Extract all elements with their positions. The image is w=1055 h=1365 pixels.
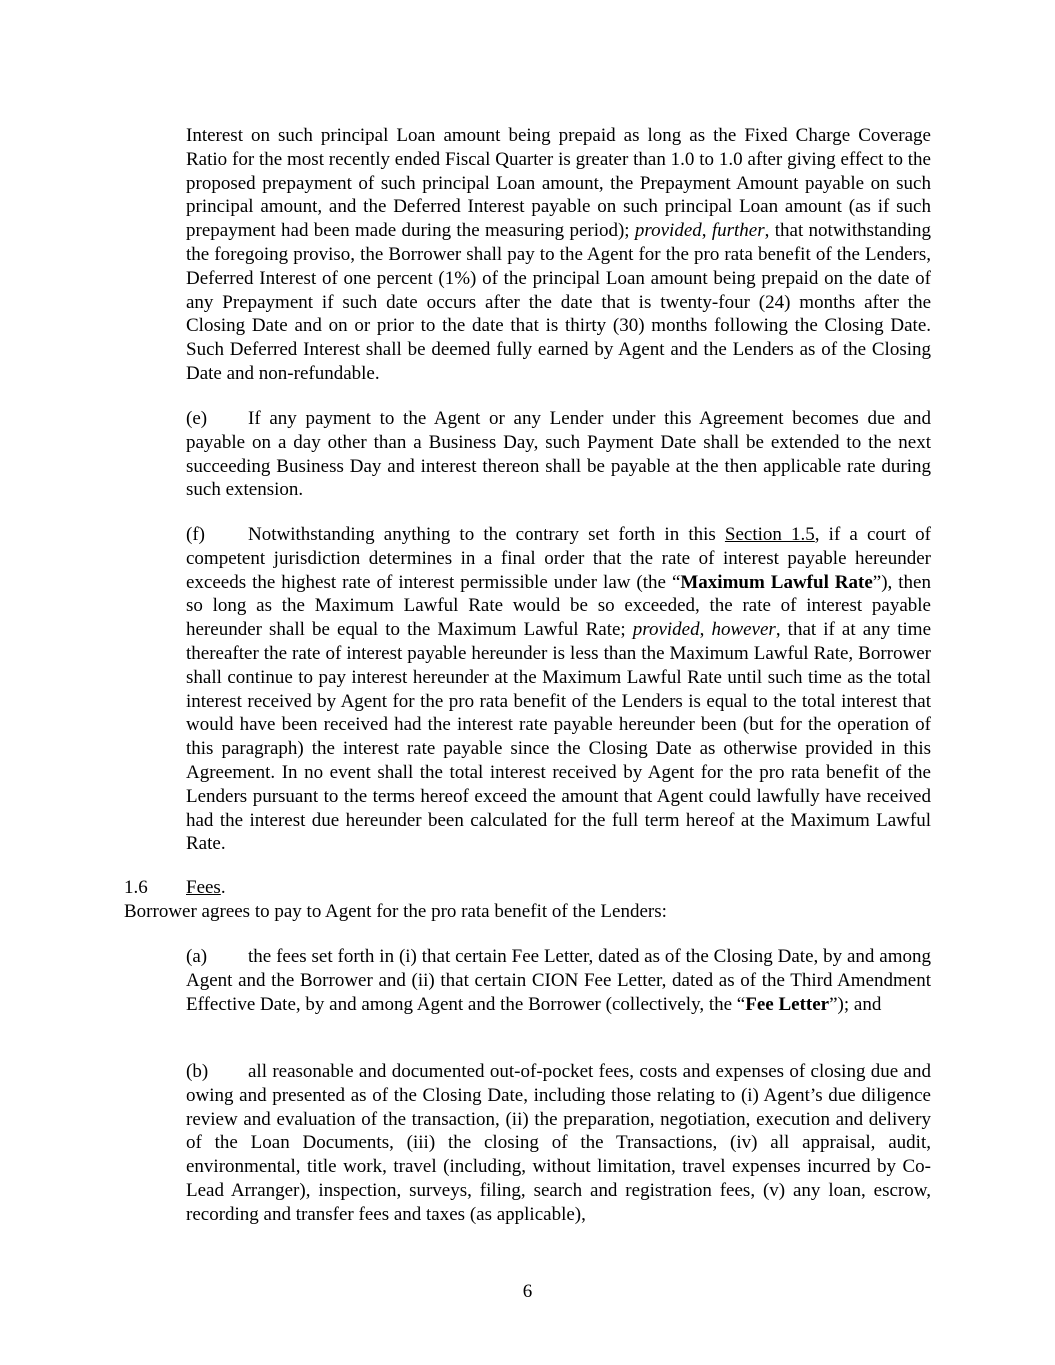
section-intro: Borrower agrees to pay to Agent for the pro rata benefit of the Lenders: xyxy=(124,901,667,922)
section-reference-link: Section 1.5 xyxy=(724,524,815,545)
text-segment: Fee Letter xyxy=(745,993,830,1015)
page-number: 6 xyxy=(522,1281,533,1302)
paragraph-e xyxy=(186,407,931,502)
text-segment: , xyxy=(699,619,712,641)
paragraph-label: (f) xyxy=(186,524,205,545)
section-title-suffix: . xyxy=(220,877,226,898)
text-segment: , that if at any time thereafter the rate of interest payable hereunder is less than the Maximum Lawful Rate, Borrower shall continue to pay interest hereunder at the Maximum Lawful Rate until such time as the total interest received by Agent for the pro rata benefit of the Lenders is equal to the total interest that would have been received had the interest rate payable hereunder been (but for the operation of this paragraph) the interest rate payable since the Closing Date as otherwise provided in this Agreement. In no event shall the total interest received by Agent for the pro rata benefit of the Lenders pursuant to the terms hereof exceed the amount that Agent could lawfully have received had the interest due hereunder been calculated for the full term hereof at the Maximum Lawful Rate. xyxy=(186,619,931,855)
paragraph-label: (e) xyxy=(186,408,208,429)
text-segment: , if a court of competent jurisdiction determines in a final order that the rate of interest payable hereunder exceeds the highest rate of interest permissible under law (the “ xyxy=(186,524,931,593)
paragraph-continuation xyxy=(186,124,931,386)
section-title: Fees xyxy=(186,877,221,898)
text-segment: Notwithstanding anything to the contrary set forth in this xyxy=(248,524,725,545)
text-segment: ”), then so long as the Maximum Lawful Rate would be so exceeded, the rate of interest payable hereunder shall be equal to the Maximum Lawful Rate; xyxy=(186,571,931,641)
text-segment: further xyxy=(711,220,765,242)
text-segment: provided xyxy=(632,619,700,641)
text-segment: , that notwithstanding the foregoing proviso, the Borrower shall pay to the Agent for the pro rata benefit of the Lenders, Deferred Interest of one percent (1%) of the principal Loan amount being prepaid on the date of any Prepayment if such date occurs after the date that is twenty-four (24) months after the Closing Date and on or prior to the date that is thirty (30) months following the Closing Date. Such Deferred Interest shall be deemed fully earned by Agent and the Lenders as of the Closing Date and non-refundable. xyxy=(186,220,931,384)
text-segment: If any payment to the Agent or any Lender under this Agreement becomes due and payable on a day other than a Business Day, such Payment Date shall be extended to the next succeeding Business Day and interest thereon shall be payable at the then applicable rate during such extension. xyxy=(186,408,931,501)
text-segment: , xyxy=(701,220,712,242)
text-segment: the fees set forth in (i) that certain Fee Letter, dated as of the Closing Date, by and among Agent and the Borrower and (ii) that certain CION Fee Letter, dated as of the Third Amendment Effective Date, by and among Agent and the Borrower (collectively, the “ xyxy=(186,946,931,1015)
paragraph-f xyxy=(186,523,931,856)
text-segment: ”); and xyxy=(829,993,882,1015)
text-segment: Maximum Lawful Rate xyxy=(680,571,873,593)
section-number: 1.6 xyxy=(124,877,148,898)
text-segment: however xyxy=(711,619,776,641)
section-heading xyxy=(124,876,226,900)
text-segment: all reasonable and documented out-of-pocket fees, costs and expenses of closing due and owing and presented as of the Closing Date, including those relating to (i) Agent’s due diligence review and evaluation of the transaction, (ii) the preparation, negotiation, execution and delivery of the Loan Documents, (iii) the closing of the Transactions, (iv) all appraisal, audit, environmental, title work, travel (including, without limitation, travel expenses incurred by Co-Lead Arranger), inspection, surveys, filing, search and registration fees, (v) any loan, escrow, recording and transfer fees and taxes (as applicable), xyxy=(186,1061,931,1225)
subparagraph-b xyxy=(186,1060,931,1227)
subparagraph-a xyxy=(186,945,931,1016)
paragraph-label: (b) xyxy=(186,1061,209,1082)
text-segment: provided xyxy=(634,220,702,242)
text-segment: Interest on such principal Loan amount being prepaid as long as the Fixed Charge Coverage Ratio for the most recently ended Fiscal Quarter is greater than 1.0 to 1.0 after giving effect to the proposed prepayment of such principal Loan amount, the Prepayment Amount payable on such principal amount, and the Deferred Interest payable on such principal Loan amount (as if such prepayment had been made during the measuring period); xyxy=(186,125,931,242)
paragraph-label: (a) xyxy=(186,946,208,967)
